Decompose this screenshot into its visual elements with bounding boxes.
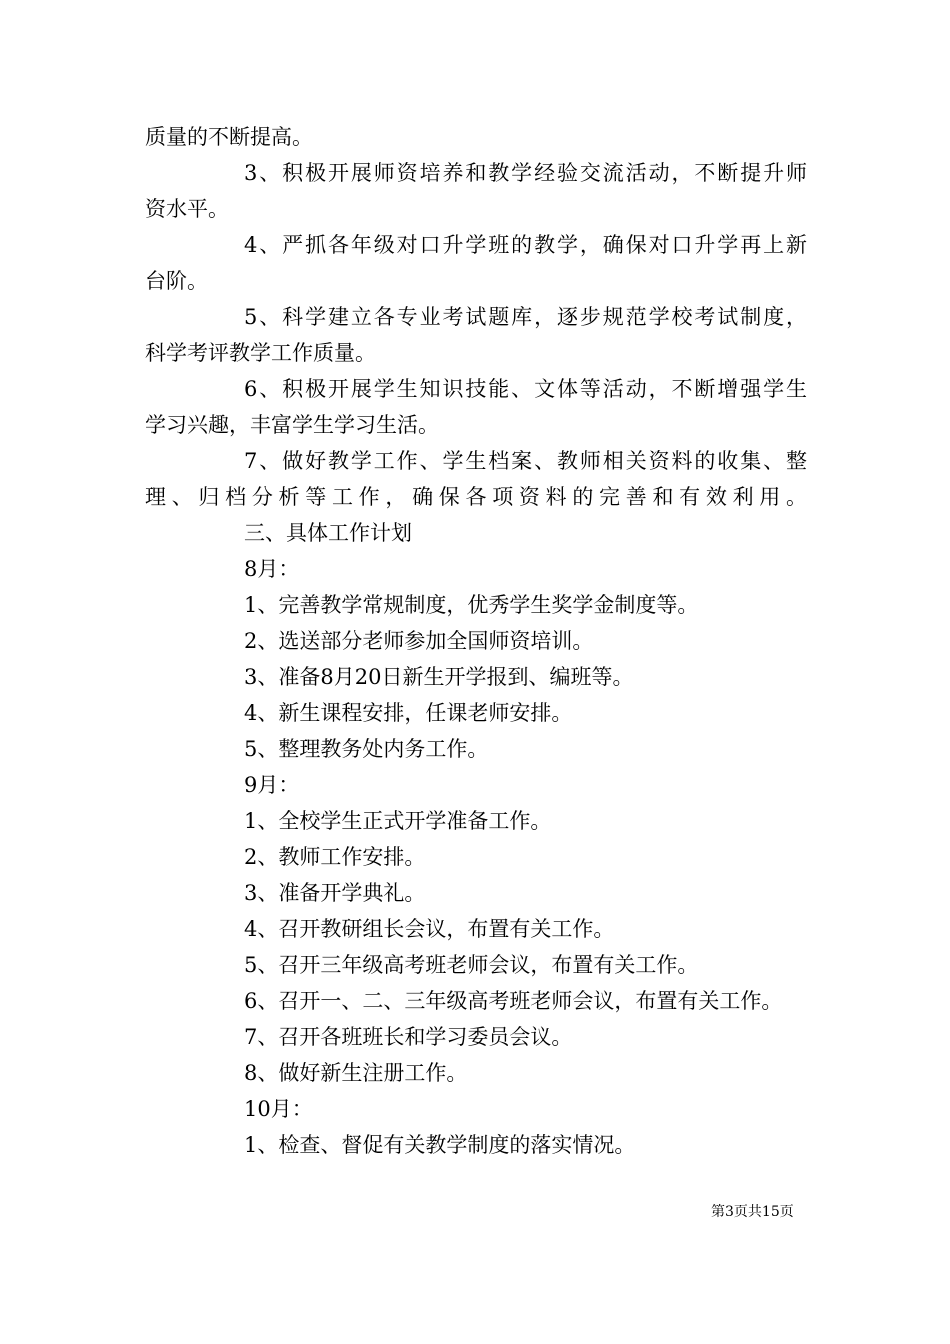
- paragraph-line: 理、归档分析等工作，确保各项资料的完善和有效利用。: [145, 485, 807, 509]
- paragraph-line: 学习兴趣，丰富学生学习生活。: [145, 413, 439, 437]
- list-item: 6、召开一、二、三年级高考班老师会议，布置有关工作。: [244, 989, 783, 1013]
- month-heading: 10月：: [244, 1097, 313, 1121]
- list-item: 5、召开三年级高考班老师会议，布置有关工作。: [244, 953, 699, 977]
- list-item: 4、新生课程安排，任课老师安排。: [244, 701, 573, 725]
- list-item: 3、准备8月20日新生开学报到、编班等。: [244, 665, 634, 689]
- paragraph-line: 质量的不断提高。: [145, 125, 313, 149]
- page-number: 第3页共15页: [711, 1204, 794, 1220]
- paragraph-line: 5、科学建立各专业考试题库，逐步规范学校考试制度，: [244, 305, 807, 329]
- paragraph-line: 资水平。: [145, 197, 229, 221]
- month-heading: 9月：: [244, 773, 300, 797]
- list-item: 3、准备开学典礼。: [244, 881, 426, 905]
- paragraph-line: 科学考评教学工作质量。: [145, 341, 376, 365]
- section-heading: 三、具体工作计划: [244, 521, 412, 545]
- list-item: 1、完善教学常规制度，优秀学生奖学金制度等。: [244, 593, 699, 617]
- list-item: 7、召开各班班长和学习委员会议。: [244, 1025, 573, 1049]
- list-item: 1、全校学生正式开学准备工作。: [244, 809, 552, 833]
- list-item: 1、检查、督促有关教学制度的落实情况。: [244, 1133, 636, 1157]
- list-item: 2、选送部分老师参加全国师资培训。: [244, 629, 594, 653]
- list-item: 8、做好新生注册工作。: [244, 1061, 468, 1085]
- list-item: 4、召开教研组长会议，布置有关工作。: [244, 917, 615, 941]
- paragraph-line: 6、积极开展学生知识技能、文体等活动，不断增强学生: [244, 377, 807, 401]
- list-item: 2、教师工作安排。: [244, 845, 426, 869]
- paragraph-line: 台阶。: [145, 269, 208, 293]
- month-heading: 8月：: [244, 557, 300, 581]
- paragraph-line: 4、严抓各年级对口升学班的教学，确保对口升学再上新: [244, 233, 807, 257]
- paragraph-line: 3、积极开展师资培养和教学经验交流活动，不断提升师: [244, 161, 807, 185]
- paragraph-line: 7、做好教学工作、学生档案、教师相关资料的收集、整: [244, 449, 807, 473]
- list-item: 5、整理教务处内务工作。: [244, 737, 489, 761]
